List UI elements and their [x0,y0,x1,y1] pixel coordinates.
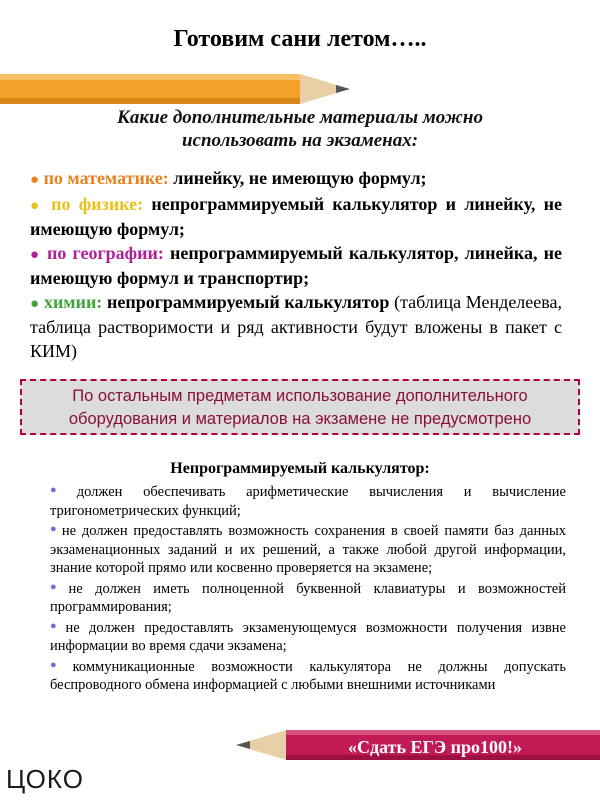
bullet-dot-icon: ● [30,172,40,188]
bullet-dot-icon: ● [30,197,43,214]
list-item [50,656,566,695]
notice-box [20,379,580,435]
bullet-dot-icon: ● [50,580,66,593]
subtitle-line-1: Какие дополнительные материалы можно [117,107,483,128]
materials-item-chemistry [30,291,562,364]
subject-label: химии: [43,291,103,312]
requirement-text: коммуникационные возможности калькулятора не должны допускать беспроводного обмена информацией с любыми внешними источниками [50,658,567,693]
materials-item-physics [30,193,562,242]
bullet-dot-icon: ● [30,246,41,263]
material-text: непрограммируемый калькулятор и линейку, не имеющую формул; [30,193,562,239]
material-note: (таблица Менделеева, таблица растворимости и ряд активности будут вложены в пакет с КИМ) [30,291,563,361]
calculator-requirements-list [50,481,566,695]
list-item [50,617,566,656]
notice-line-1: По остальным предметам использование дополнительного [72,387,528,405]
list-item [50,520,566,578]
bullet-dot-icon: ● [50,619,63,632]
requirement-text: не должен иметь полноценной буквенной клавиатуры и возможностей программирования; [50,580,566,615]
subject-label: по математике: [43,168,169,188]
bullet-dot-icon: ● [30,295,40,312]
materials-list [30,167,562,363]
requirement-text: не должен предоставлять экзаменующемуся возможности получения извне информации во время сдачи экзамена; [50,619,566,654]
bullet-dot-icon: ● [50,658,70,671]
requirement-text: должен обеспечивать арифметические вычисления и вычисление тригонометрических функций; [50,484,566,519]
bullet-dot-icon: ● [50,484,74,496]
material-text: линейку, не имеющую формул; [168,168,427,188]
subtitle-line-2: использовать на экзаменах: [181,130,419,151]
calculator-heading: Непрограммируемый калькулятор: [170,460,430,477]
bullet-dot-icon: ● [50,523,59,535]
material-text: непрограммируемый калькулятор [102,291,390,312]
notice-line-2: оборудования и материалов на экзамене не предусмотрено [68,410,532,428]
subject-label: по физике: [51,193,144,214]
materials-item-math [30,167,562,193]
slogan-text: «Сдать ЕГЭ про100!» [347,737,523,757]
materials-item-geography [30,242,562,291]
requirement-text: не должен предоставлять возможность сохранения в своей памяти баз данных экзаменационных заданий и их решений, а также любой другой информации, знание которой прямо или косвенно проверяется на экзамене; [50,523,566,576]
list-item [50,578,566,617]
subject-label: по географии: [46,242,164,263]
materials-subtitle [80,106,520,152]
coko-logo: ЦОКО [6,764,84,794]
material-text: непрограммируемый калькулятор, линейка, не имеющую формул и транспортир; [30,242,563,288]
list-item [50,481,566,520]
page-title: Готовим сани летом….. [173,26,427,52]
orange-pencil-graphic [0,72,360,106]
